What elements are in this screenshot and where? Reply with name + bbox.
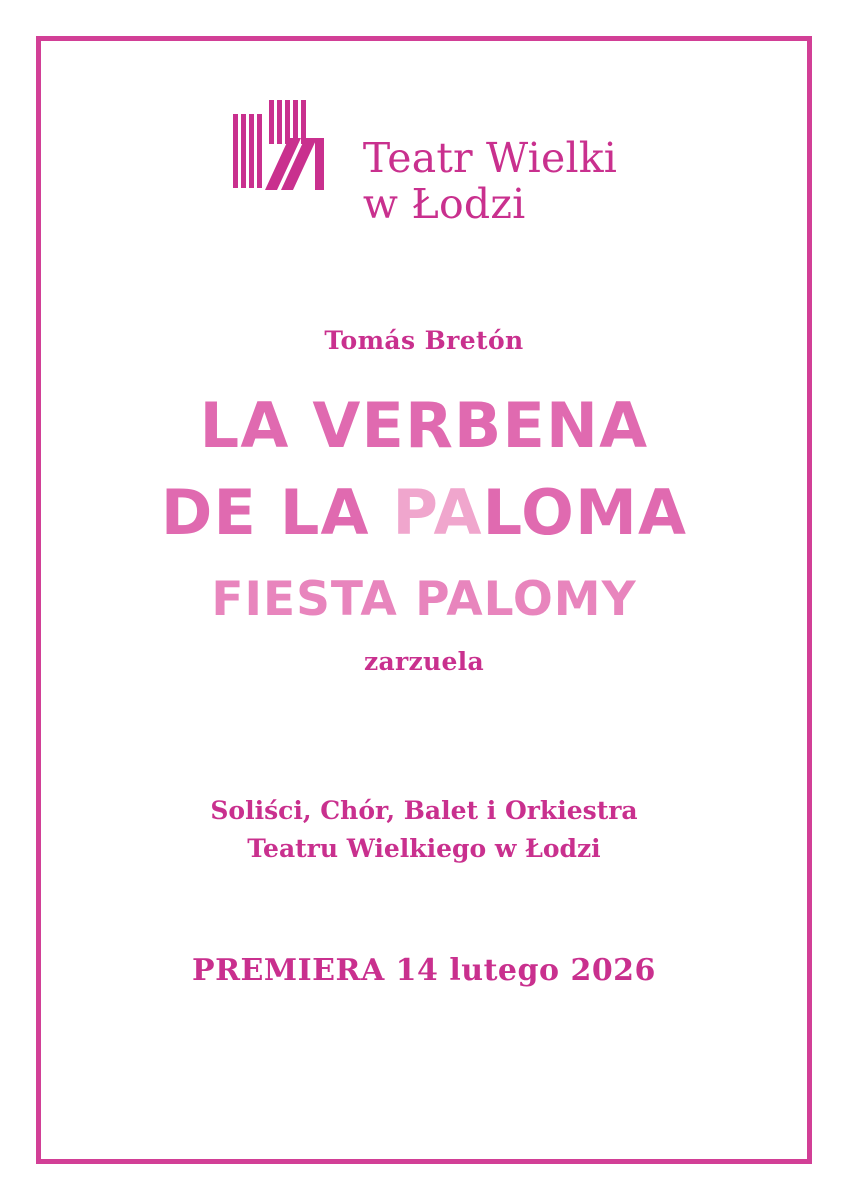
theatre-logo-wordmark — [363, 98, 617, 228]
production-subtitle: FIESTA PALOMY — [211, 572, 637, 628]
title-segment-1: DE LA — [160, 475, 393, 549]
production-title-line-1: LA VERBENA — [199, 388, 649, 462]
poster-content — [60, 60, 788, 1140]
logo-line-2: w Łodzi — [362, 179, 526, 228]
composer-name: Tomás Bretón — [324, 325, 524, 355]
ensemble-line-1: Soliści, Chór, Balet i Orkiestra — [210, 796, 638, 826]
logo-line-1: Teatr Wielki — [362, 134, 618, 182]
production-genre: zarzuela — [364, 647, 484, 677]
theatre-logo — [60, 98, 788, 228]
teatr-wielki-logo-icon — [231, 100, 347, 204]
premiere-date: PREMIERA 14 lutego 2026 — [192, 953, 656, 989]
title-segment-soft: PA — [392, 475, 483, 549]
title-segment-2: LOMA — [482, 475, 688, 549]
ensemble-credits — [60, 792, 788, 867]
production-title-line-2 — [60, 470, 788, 557]
production-title — [60, 383, 788, 557]
ensemble-line-2: Teatru Wielkiego w Łodzi — [247, 833, 601, 863]
